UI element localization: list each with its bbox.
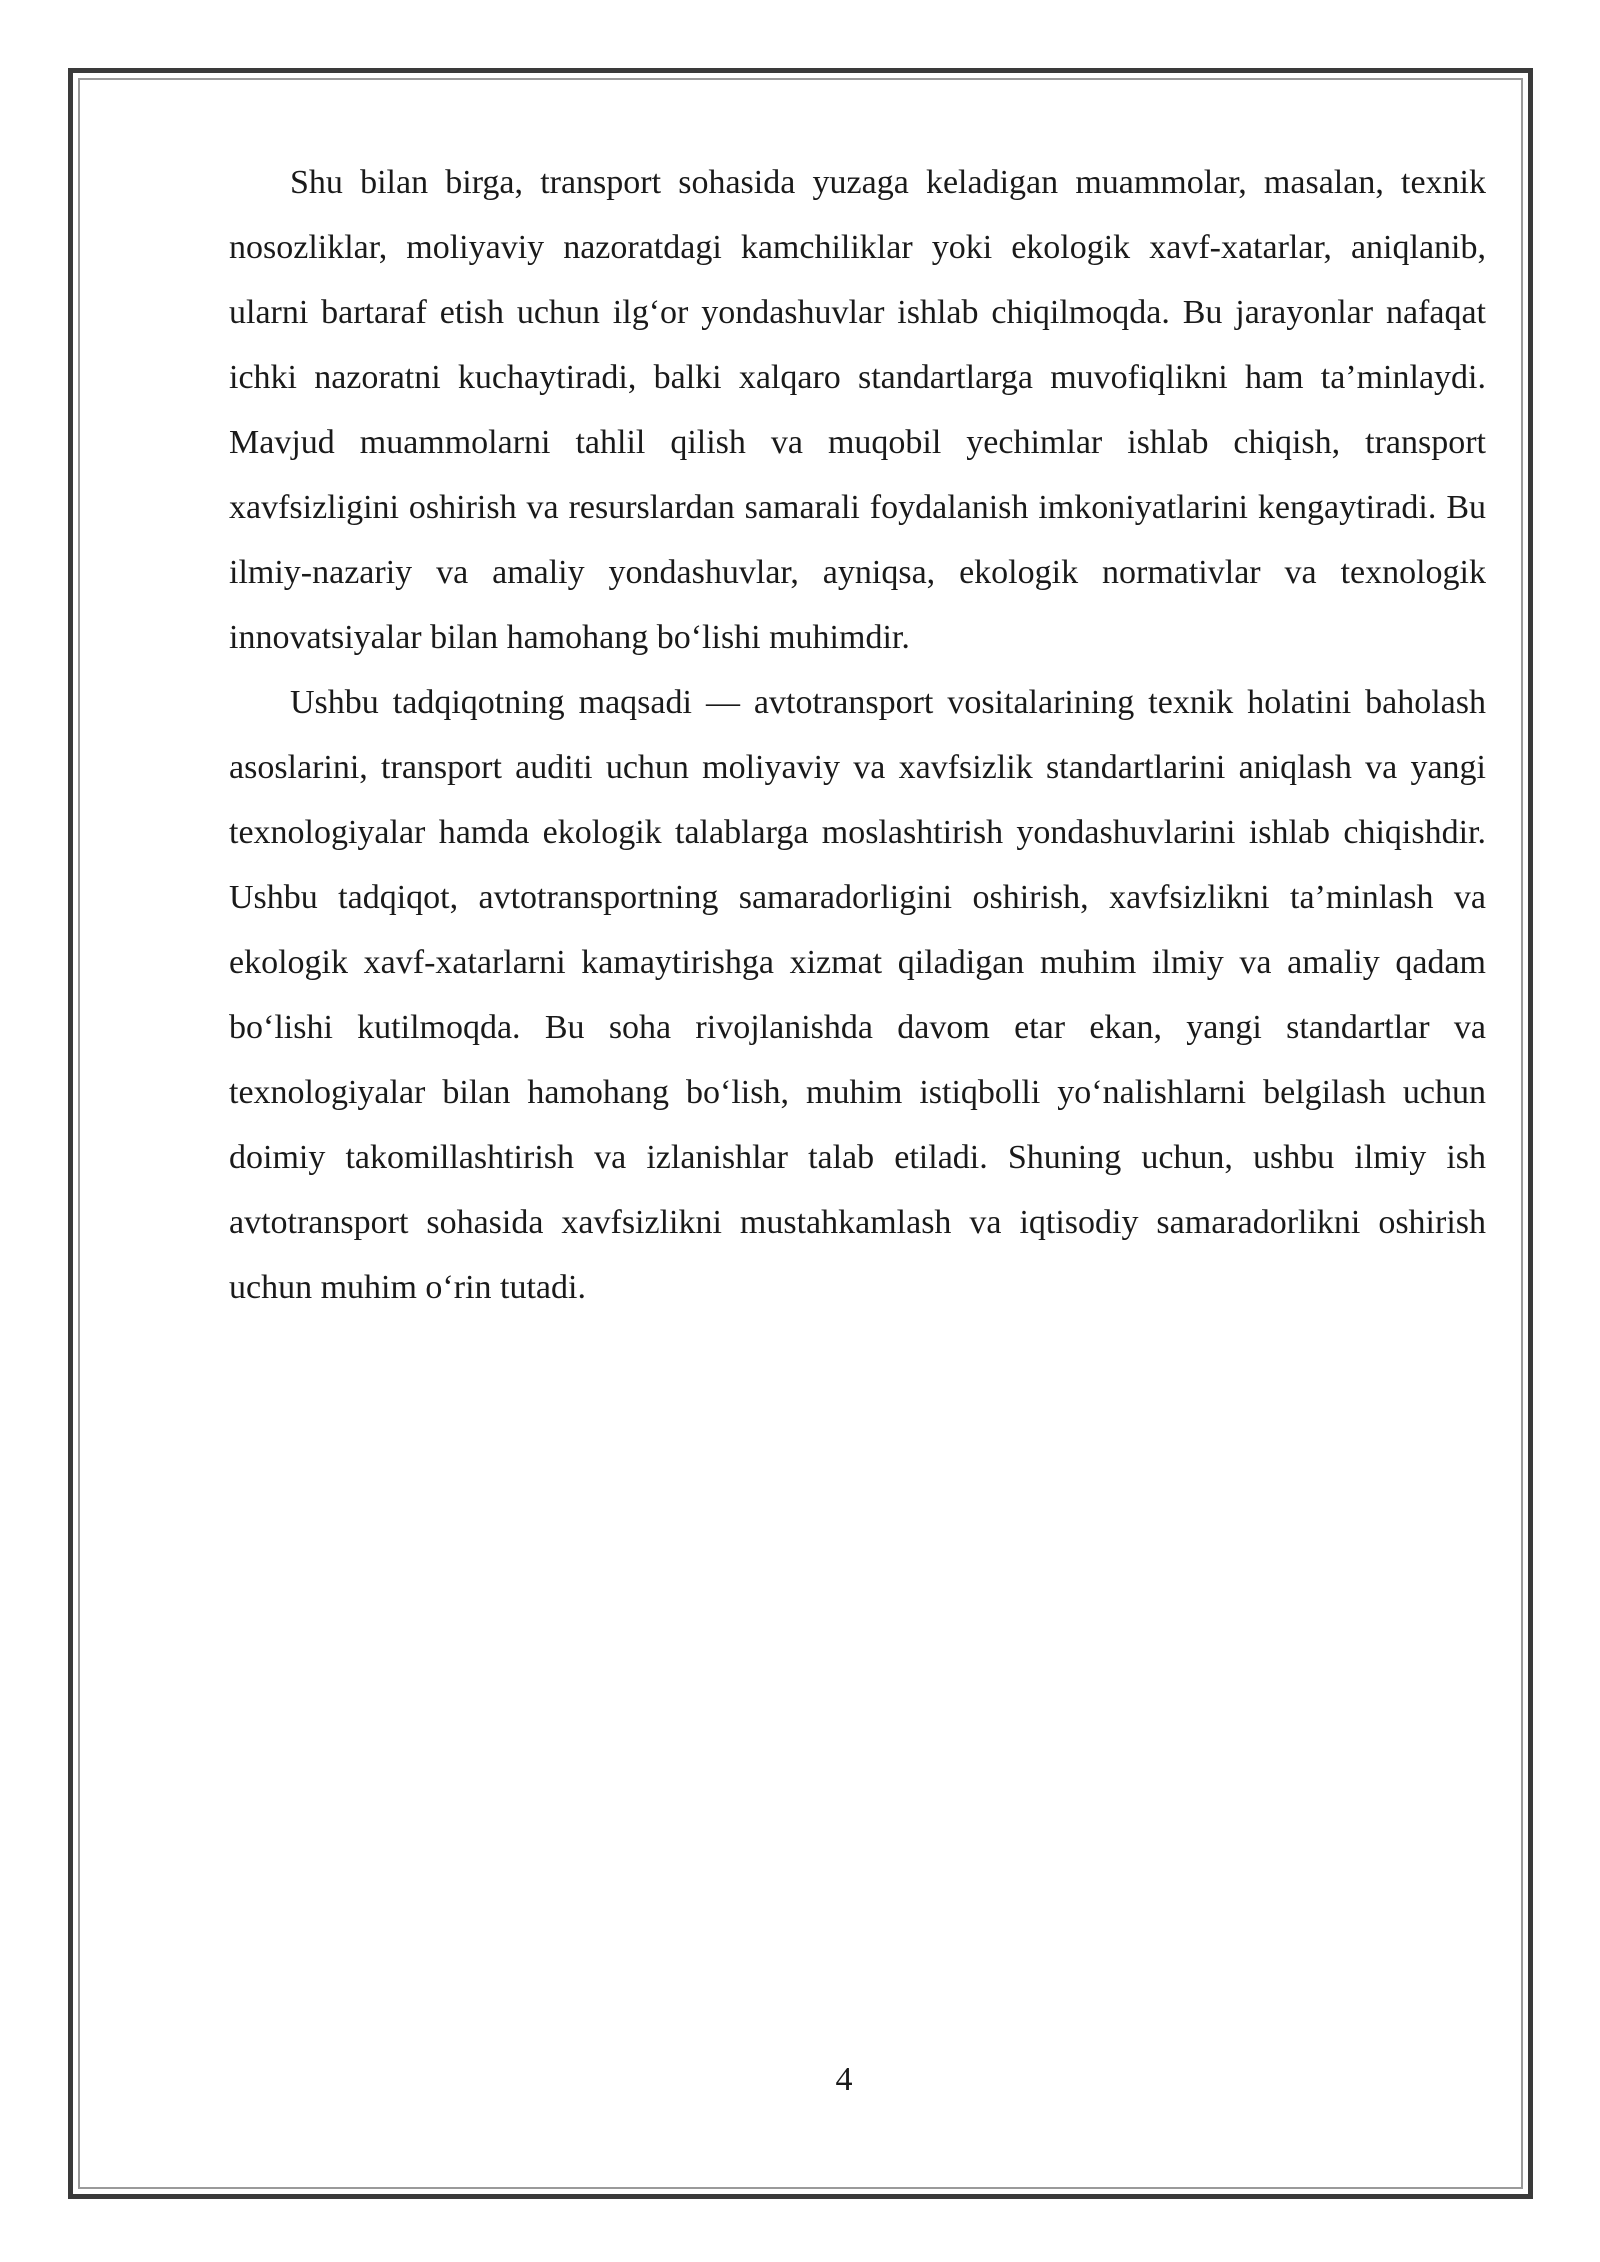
page-number: 4 — [835, 2061, 853, 2098]
paragraph-1: Shu bilan birga, transport sohasida yuzaga keladigan muammolar, masalan, texnik nosozliklar, moliyaviy nazoratdagi kamchiliklar yoki ekologik xavf-xatarlar, aniqlanib, ularni bartaraf etish uchun ilg‘or yondashuvlar ishlab chiqilmoqda. Bu jarayonlar nafaqat ichki nazoratni kuchaytiradi, balki xalqaro standartlarga muvofiqlikni ham ta’minlaydi. Mavjud muammolarni tahlil qilish va muqobil yechimlar ishlab chiqish, transport xavfsizligini oshirish va resurslardan samarali foydalanish imkoniyatlarini kengaytiradi. Bu ilmiy-nazariy va amaliy yondashuvlar, ayniqsa, ekologik normativlar va texnologik innovatsiyalar bilan hamohang bo‘lishi muhimdir. — [229, 164, 1486, 656]
document-body — [229, 150, 1486, 1320]
paragraph-2: Ushbu tadqiqotning maqsadi — avtotransport vositalarining texnik holatini baholash asoslarini, transport auditi uchun moliyaviy va xavfsizlik standartlarini aniqlash va yangi texnologiyalar hamda ekologik talablarga moslashtirish yondashuvlarini ishlab chiqishdir. Ushbu tadqiqot, avtotransportning samaradorligini oshirish, xavfsizlikni ta’minlash va ekologik xavf-xatarlarni kamaytirishga xizmat qiladigan muhim ilmiy va amaliy qadam bo‘lishi kutilmoqda. Bu soha rivojlanishda davom etar ekan, yangi standartlar va texnologiyalar bilan hamohang bo‘lish, muhim istiqbolli yo‘nalishlarni belgilash uchun doimiy takomillashtirish va izlanishlar talab etiladi. Shuning uchun, ushbu ilmiy ish avtotransport sohasida xavfsizlikni mustahkamlash va iqtisodiy samaradorlikni oshirish uchun muhim o‘rin tutadi. — [229, 684, 1486, 1306]
